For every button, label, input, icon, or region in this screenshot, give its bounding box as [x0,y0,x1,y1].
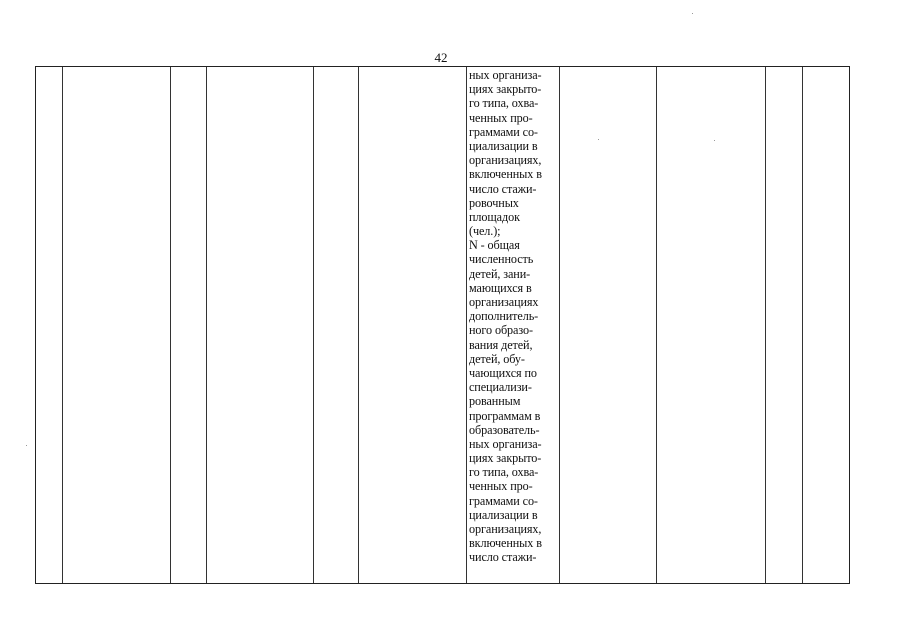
column-divider [802,67,803,583]
column-divider [313,67,314,583]
cell-line: число стажи- [469,181,537,196]
cell-line: рованным [469,394,521,409]
page-number: 42 [434,50,448,65]
cell-line: го типа, охва- [469,465,539,480]
cell-line: (чел.); [469,224,501,239]
cell-line: ных организа- [469,436,542,451]
column-divider [62,67,63,583]
scan-speck [26,445,27,446]
column-divider [765,67,766,583]
cell-line: граммами со- [469,124,538,139]
cell-line: включенных в [469,536,542,551]
cell-line: площадок [469,209,520,224]
cell-line: ченных про- [469,110,533,125]
table-cell-text [469,68,557,565]
cell-line: N - общая [469,238,520,253]
cell-line: программам в [469,408,541,423]
cell-line: специализи- [469,380,532,395]
cell-line: мающихся в [469,280,532,295]
cell-line: ченных про- [469,479,533,494]
cell-line: организациях, [469,153,542,168]
column-divider [358,67,359,583]
cell-line: детей, обу- [469,351,525,366]
cell-line: го типа, охва- [469,96,539,111]
cell-line: чающихся по [469,365,537,380]
cell-line: образователь- [469,422,540,437]
cell-line: организациях [469,295,539,309]
column-divider [559,67,560,583]
cell-line: циализации в [469,138,538,153]
cell-line: ных организа- [469,68,542,82]
cell-line: детей, зани- [469,266,531,281]
cell-line: включенных в [469,167,542,182]
cell-line: циях закрыто- [469,82,542,97]
column-divider [170,67,171,583]
cell-line: организациях, [469,522,542,536]
cell-line: граммами со- [469,493,538,508]
cell-line: вания детей, [469,337,533,352]
scan-speck [598,139,599,140]
scan-speck [714,140,715,141]
cell-line: численность [469,252,534,267]
column-divider [206,67,207,583]
cell-line: ного образо- [469,323,533,338]
cell-line: циях закрыто- [469,451,542,466]
column-divider [656,67,657,583]
column-divider [466,67,467,583]
cell-line: дополнитель- [469,309,539,324]
table-frame [35,66,850,584]
cell-line: ровочных [469,195,519,210]
scan-speck [692,13,693,14]
cell-line: циализации в [469,507,538,522]
cell-line: число стажи- [469,550,537,565]
